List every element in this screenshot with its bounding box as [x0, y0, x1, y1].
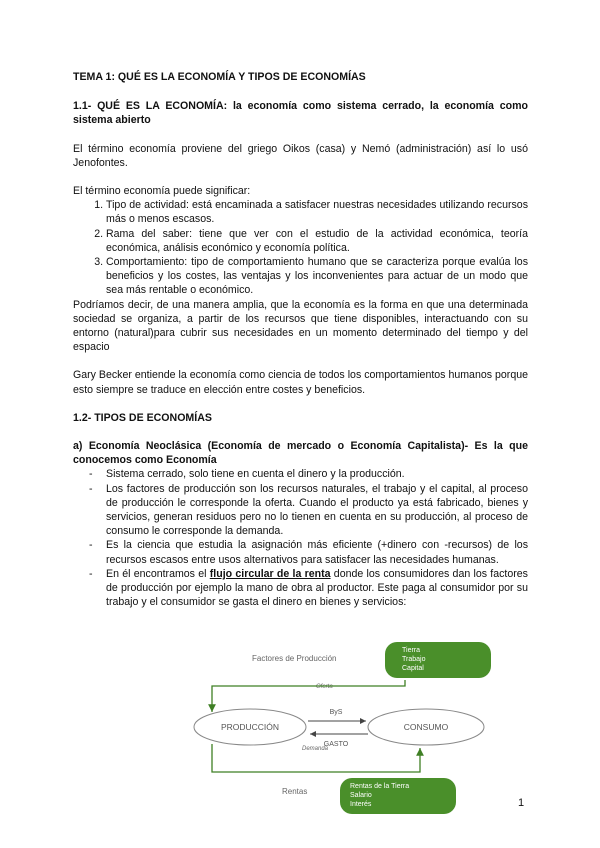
paragraph-meaning-intro: El término economía puede significar:	[73, 185, 251, 198]
renta-item: Interés	[350, 801, 372, 808]
bullet-item: - Sistema cerrado, solo tiene en cuenta el dinero y la producción.	[106, 467, 528, 481]
renta-item: Rentas de la Tierra	[350, 783, 410, 790]
bys-label: ByS	[329, 709, 343, 716]
document-body	[73, 70, 528, 610]
section-1-heading-text: la economía como sistema cerrado, la economía como sistema abierto	[73, 100, 529, 127]
factors-flow-arrow	[212, 680, 405, 712]
neoclassical-bullet-list	[73, 467, 528, 609]
meaning-list-item: 2. Rama del saber: tiene que ver con el estudio de la actividad económica, teoría económica, análisis económico y economía política.	[106, 227, 528, 255]
factores-label: Factores de Producción	[252, 654, 337, 663]
consumo-label: CONSUMO	[403, 722, 449, 732]
meaning-list	[73, 198, 528, 297]
factor-item: Capital	[402, 665, 424, 672]
section-1-heading	[73, 99, 528, 127]
page-number: 1	[518, 797, 525, 809]
paragraph-definition: Podríamos decir, de una manera amplia, que la economía es la forma en que una determinada sociedad se organiza, a partir de los recursos que tiene disponibles, interactuando con su entorno (natural)para cubrir sus necesidades en un momento determinado del tiempo y del espacio	[73, 298, 528, 354]
section-2a-heading: a) Economía Neoclásica (Economía de mercado o Economía Capitalista)- Es la que conocemos como Economía	[73, 440, 528, 467]
bullet-item: - Los factores de producción son los recursos naturales, el trabajo y el capital, al proceso de producción le corresponde la oferta. Cuando el producto ya está fabricado, bienes y servicios, generan residuos pero no lo tienen en cuenta en su producción, al proceso de consumo le corresponde la demanda.	[106, 482, 528, 539]
factors-box	[385, 642, 491, 678]
bullet-item: - Es la ciencia que estudia la asignación más eficiente (+dinero con -recursos) de los recursos escasos entre usos alternativos para satisfacer las necesidades humanas.	[106, 538, 528, 566]
demanda-note: Demanda	[302, 746, 329, 752]
meaning-list-item: 1. Tipo de actividad: está encaminada a satisfacer nuestras necesidades utilizando recursos más o menos escasos.	[106, 198, 528, 226]
flujo-circular-term: flujo circular de la renta	[209, 567, 331, 580]
renta-item: Salario	[350, 792, 372, 799]
page-title: TEMA 1: QUÉ ES LA ECONOMÍA Y TIPOS DE ECONOMÍAS	[73, 71, 366, 83]
factor-item: Tierra	[402, 647, 421, 654]
oferta-note: Oferta	[316, 684, 333, 690]
factor-item: Trabajo	[402, 656, 426, 663]
meaning-list-item: 3. Comportamiento: tipo de comportamiento humano que se caracteriza porque evalúa los beneficios y los costes, las ventajas y los inconvenientes para actuar de un modo que sea más rentable o económico.	[106, 255, 528, 298]
bullet-item: - En él encontramos el flujo circular de la renta donde los consumidores dan los factores de producción por ejemplo la mano de obra al productor. Este paga al consumidor por su trabajo y el consumidor se gasta el dinero en bienes y servicios:	[106, 567, 528, 610]
section-1-heading-number: 1.1- QUÉ ES LA ECONOMÍA:	[73, 100, 228, 113]
paragraph-becker: Gary Becker entiende la economía como ciencia de todos los comportamientos humanos porque esto siempre se traduce en elección entre costes y beneficios.	[73, 369, 528, 396]
gasto-label: GASTO	[323, 741, 349, 748]
circular-flow-diagram	[190, 642, 520, 817]
produccion-label: PRODUCCIÓN	[220, 722, 280, 732]
rentas-label: Rentas	[282, 787, 308, 796]
paragraph-origin: El término economía proviene del griego Oikos (casa) y Nemó (administración) así lo usó Jenofontes.	[73, 142, 528, 169]
section-2-heading: 1.2- TIPOS DE ECONOMÍAS	[73, 411, 212, 424]
